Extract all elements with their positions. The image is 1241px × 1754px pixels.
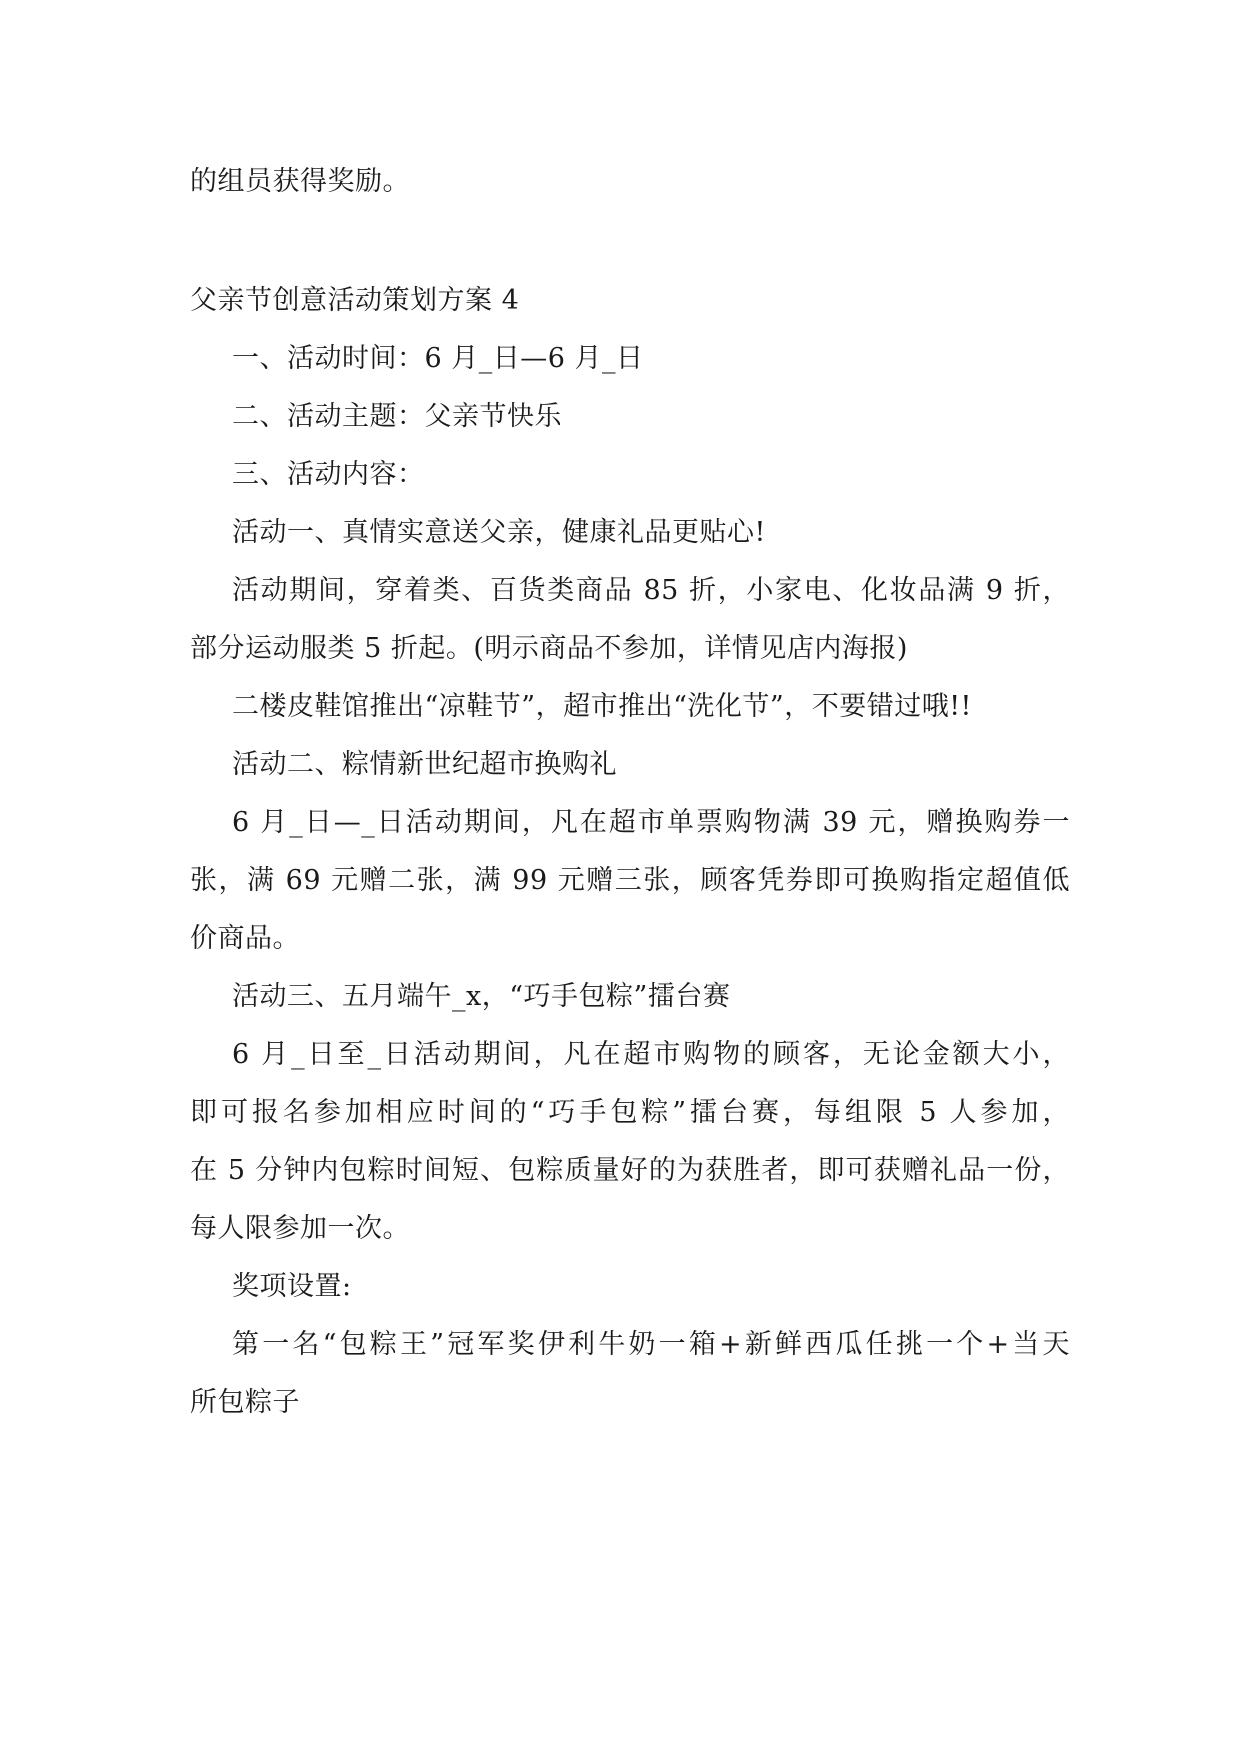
first-prize-line-2: 所包粽子 <box>190 1387 300 1418</box>
activity-three-text-line-4: 每人限参加一次。 <box>190 1213 410 1244</box>
activity-three-heading: 活动三、五月端午_x，“巧手包粽”擂台赛 <box>232 981 731 1012</box>
activity-two-text-line-1: 6 月_日—_日活动期间，凡在超市单票购物满 39 元，赠换购券一 <box>232 807 1070 838</box>
activity-one-heading: 活动一、真情实意送父亲，健康礼品更贴心! <box>232 517 766 548</box>
activity-two-text-line-3: 价商品。 <box>190 923 300 954</box>
activity-one-text-line-3: 二楼皮鞋馆推出“凉鞋节”，超市推出“洗化节”，不要错过哦!! <box>232 691 972 722</box>
activity-three-text-line-1: 6 月_日至_日活动期间，凡在超市购物的顾客，无论金额大小， <box>232 1039 1070 1070</box>
text-line-closing: 的组员获得奖励。 <box>190 166 410 197</box>
activity-time: 一、活动时间：6 月_日—6 月_日 <box>232 343 644 374</box>
section-title: 父亲节创意活动策划方案 4 <box>190 285 520 316</box>
activity-two-text-line-2: 张，满 69 元赠二张，满 99 元赠三张，顾客凭券即可换购指定超值低 <box>190 865 1070 896</box>
activity-theme: 二、活动主题：父亲节快乐 <box>232 401 562 432</box>
activity-three-text-line-3: 在 5 分钟内包粽时间短、包粽质量好的为获胜者，即可获赠礼品一份， <box>190 1155 1070 1186</box>
activity-content-heading: 三、活动内容： <box>232 459 425 490</box>
activity-two-heading: 活动二、粽情新世纪超市换购礼 <box>232 749 617 780</box>
award-settings-heading: 奖项设置: <box>232 1271 352 1302</box>
activity-one-text-line-2: 部分运动服类 5 折起。(明示商品不参加，详情见店内海报) <box>190 633 908 664</box>
first-prize-line-1: 第一名“包粽王”冠军奖伊利牛奶一箱+新鲜西瓜任挑一个+当天 <box>232 1329 1070 1360</box>
activity-one-text-line-1: 活动期间，穿着类、百货类商品 85 折，小家电、化妆品满 9 折， <box>232 575 1070 606</box>
activity-three-text-line-2: 即可报名参加相应时间的“巧手包粽”擂台赛，每组限 5 人参加， <box>190 1097 1070 1128</box>
